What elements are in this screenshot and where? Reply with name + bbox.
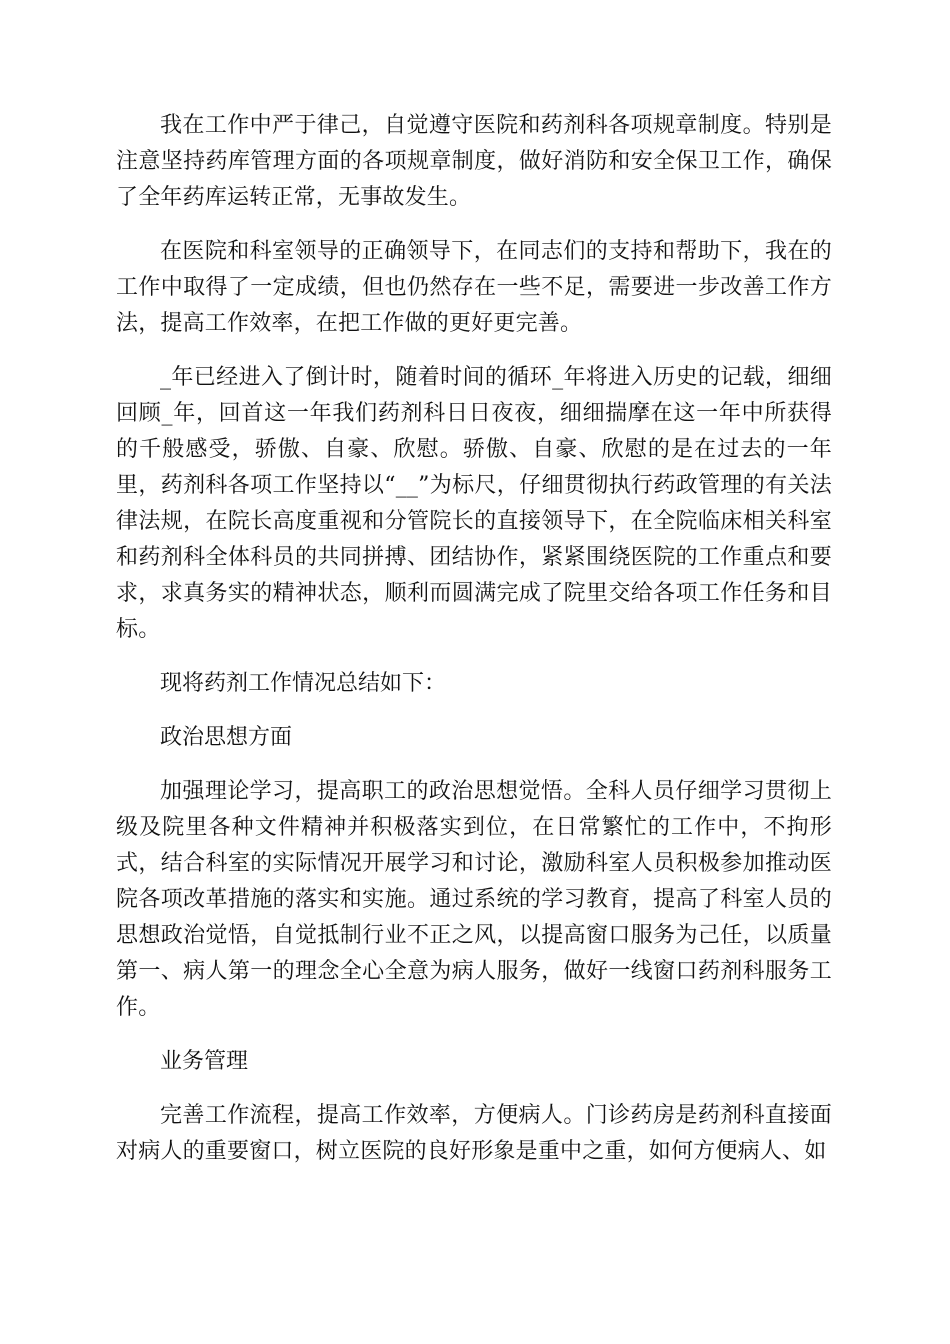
paragraph-leadership: 在医院和科室领导的正确领导下，在同志们的支持和帮助下，我在的工作中取得了一定成绩，但也仍然存在一些不足，需要进一步改善工作方法，提高工作效率，在把工作做的更好更完善。	[116, 239, 832, 336]
paragraph-discipline: 我在工作中严于律己，自觉遵守医院和药剂科各项规章制度。特别是注意坚持药库管理方面的各项规章制度，做好消防和安全保卫工作，确保了全年药库运转正常，无事故发生。	[116, 113, 832, 210]
summary-intro: 现将药剂工作情况总结如下：	[160, 671, 447, 696]
document-page	[116, 108, 832, 1188]
section-heading-business: 业务管理	[160, 1049, 249, 1074]
section-heading-political: 政治思想方面	[160, 725, 293, 750]
paragraph-political-study: 加强理论学习，提高职工的政治思想觉悟。全科人员仔细学习贯彻上级及院里各种文件精神并积极落实到位，在日常繁忙的工作中，不拘形式，结合科室的实际情况开展学习和讨论，激励科室人员积极参加推动医院各项改革措施的落实和实施。通过系统的学习教育，提高了科室人员的思想政治觉悟，自觉抵制行业不正之风，以提高窗口服务为己任，以质量第一、病人第一的理念全心全意为病人服务，做好一线窗口药剂科服务工作。	[116, 779, 832, 1020]
paragraph-workflow: 完善工作流程，提高工作效率，方便病人。门诊药房是药剂科直接面对病人的重要窗口，树立医院的良好形象是重中之重，如何方便病人、如	[116, 1103, 832, 1164]
paragraph-year-review: _年已经进入了倒计时，随着时间的循环_年将进入历史的记载，细细回顾_年，回首这一年我们药剂科日日夜夜，细细揣摩在这一年中所获得的千般感受，骄傲、自豪、欣慰。骄傲、自豪、欣慰的是在过去的一年里，药剂科各项工作坚持以“__”为标尺，仔细贯彻执行药政管理的有关法律法规，在院长高度重视和分管院长的直接领导下，在全院临床相关科室和药剂科全体科员的共同拼搏、团结协作，紧紧围绕医院的工作重点和要求，求真务实的精神状态，顺利而圆满完成了院里交给各项工作任务和目标。	[116, 365, 832, 642]
